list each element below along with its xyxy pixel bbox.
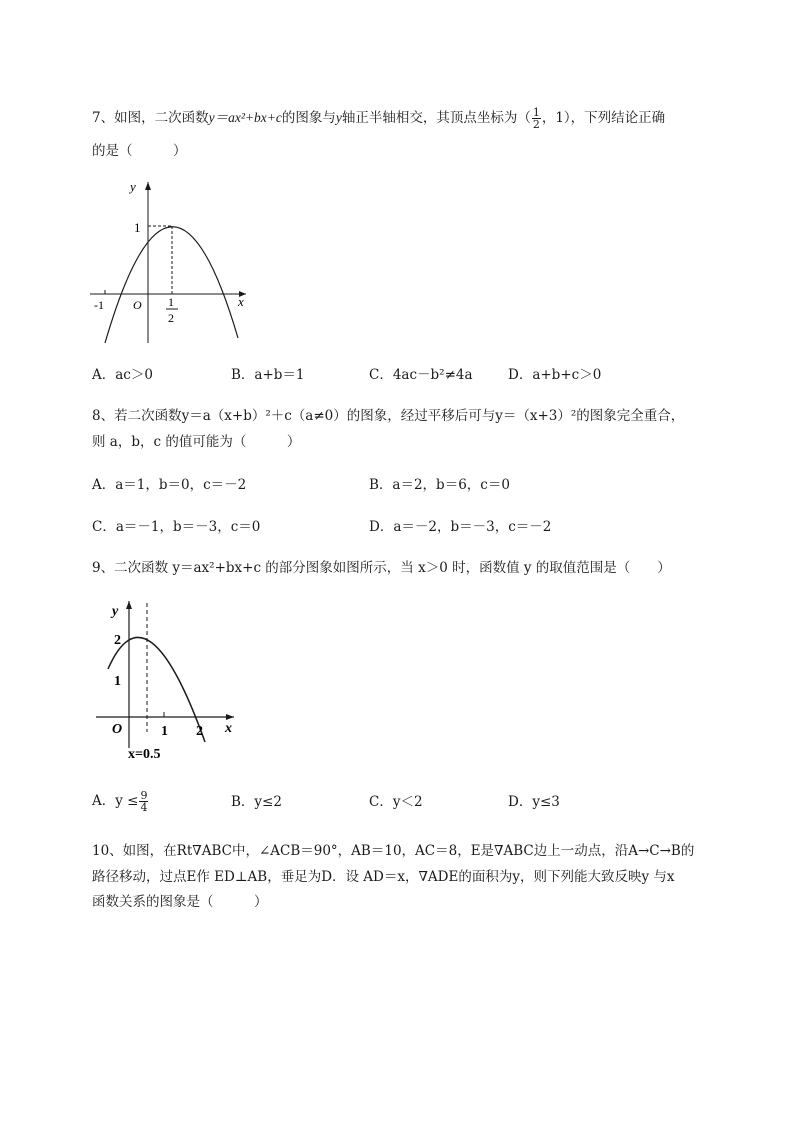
q7-text-d: ，1），下列结论正确	[541, 110, 666, 126]
q7-y-label: y	[130, 179, 136, 194]
q9-option-a-num: 9	[140, 789, 148, 802]
q9-option-a-den: 4	[140, 801, 148, 814]
q8-option-a[interactable]: A．a＝1，b＝0，c＝－2	[92, 477, 247, 493]
q7-origin: O	[133, 298, 142, 312]
q7-stem-line2: 的是（ ）	[92, 143, 187, 159]
q9-x-arrow	[226, 714, 234, 720]
q9-x-tick-label-1: 1	[161, 724, 168, 739]
q9-y-tick-1: 1	[114, 674, 121, 689]
q8-option-b[interactable]: B．a＝2，b＝6，c＝0	[369, 477, 510, 493]
q7-text-y: y	[335, 110, 342, 125]
q9-option-a[interactable]	[92, 790, 149, 813]
q9-y-label: y	[112, 604, 119, 619]
q8-stem-line1: 8、若二次函数y＝a（x+b）²＋c（a≠0）的图象，经过平移后可与y＝（x+3）²的图象完全重合，	[92, 408, 685, 424]
q7-half-num: 1	[168, 295, 174, 309]
q9-option-c[interactable]: C．y＜2	[369, 794, 423, 810]
q7-option-d[interactable]: D．a+b+c＞0	[508, 367, 602, 383]
q7-vertex-den: 2	[532, 118, 540, 131]
q9-option-b[interactable]: B．y≤2	[231, 794, 282, 810]
q9-option-a-prefix: A．y ≤	[92, 793, 139, 809]
q9-option-d[interactable]: D．y≤3	[508, 794, 560, 810]
q9-option-a-fraction	[139, 790, 148, 813]
q9-axis-caption: x=0.5	[128, 747, 161, 762]
q9-y-tick-2: 2	[114, 633, 121, 648]
q9-graph	[92, 598, 252, 766]
q7-equation: y＝ax²+bx+c	[208, 110, 282, 125]
q7-option-c[interactable]: C．4ac－b²≠4a	[369, 367, 473, 383]
q7-parabola	[105, 227, 238, 343]
q10-stem-line3: 函数关系的图象是（ ）	[92, 894, 268, 910]
q8-option-d[interactable]: D．a＝－2，b＝－3，c＝－2	[369, 519, 552, 535]
q7-option-a[interactable]: A．ac＞0	[92, 367, 153, 383]
q7-half-den: 2	[168, 311, 174, 325]
q8-stem-line2: 则 a，b，c 的值可能为（ ）	[92, 434, 301, 450]
q7-text-c: 轴正半轴相交，其顶点坐标为（	[341, 110, 531, 126]
q7-vertex-fraction	[532, 107, 541, 130]
q9-x-tick-label-2: 2	[196, 724, 203, 739]
q10-stem-line1: 10、如图，在Rt∇ABC中，∠ACB＝90°，AB＝10，AC＝8，E是∇ABC边上一动点，沿A→C→B的	[92, 843, 695, 859]
q7-text-a: 7、如图，二次函数	[92, 110, 209, 126]
q7-y-arrow	[145, 182, 151, 190]
q7-tick-neg-one: -1	[94, 298, 104, 312]
q8-option-c[interactable]: C．a＝－1，b＝－3，c＝0	[92, 519, 261, 535]
q7-option-b[interactable]: B．a+b＝1	[231, 367, 305, 383]
q7-text-b: 的图象与	[281, 110, 336, 126]
q9-stem-line1: 9、二次函数 y＝ax²+bx+c 的部分图象如图所示，当 x＞0 时，函数值 y 的取值范围是（ ）	[92, 560, 671, 576]
q7-tick-one: 1	[134, 220, 141, 235]
q9-y-arrow	[126, 601, 132, 609]
q10-stem-line2: 路径移动，过点E作 ED⊥AB，垂足为D．设 AD＝x，∇ADE的面积为y，则下列能大致反映y 与x	[92, 869, 675, 885]
q7-stem-line1	[92, 107, 665, 130]
q7-graph	[90, 178, 250, 346]
q7-vertex-num: 1	[532, 106, 540, 119]
q7-x-label: x	[238, 294, 244, 309]
q9-x-label: x	[225, 721, 232, 736]
q9-parabola	[108, 637, 205, 742]
q9-origin: O	[112, 722, 123, 737]
